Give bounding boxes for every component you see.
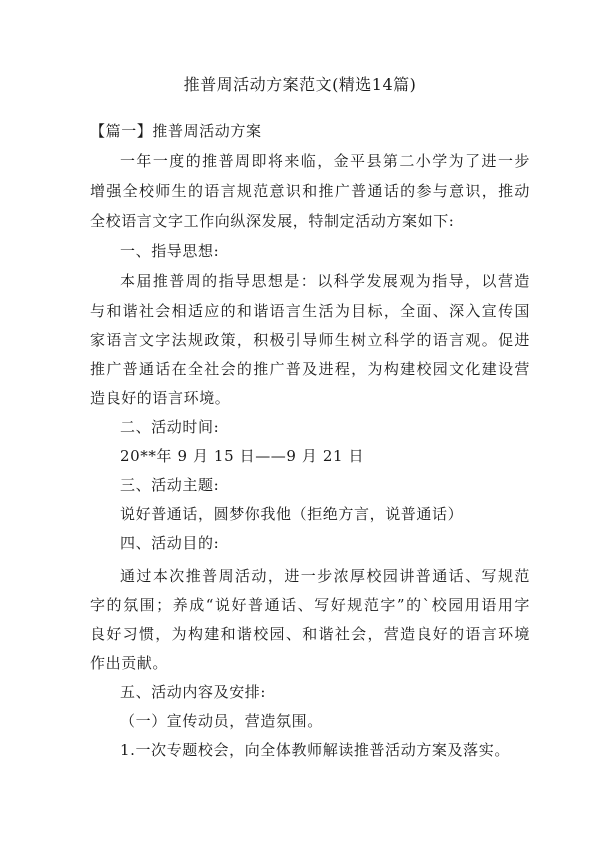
intro-line-1: 一年一度的推普周即将来临，金平县第二小学为了进一步 — [120, 152, 530, 170]
heading-activity-time: 二、活动时间: — [120, 418, 220, 436]
section-heading: 【篇一】推普周活动方案 — [90, 122, 262, 140]
guiding-line-1: 本届推普周的指导思想是：以科学发展观为指导，以营造 — [120, 272, 530, 290]
activity-time-value: 20**年 9 月 15 日——9 月 21 日 — [120, 447, 365, 465]
heading-activity-theme: 三、活动主题: — [120, 476, 220, 494]
purpose-line-2: 字的氛围；养成“说好普通话、写好规范字”的`校园用语用字 — [90, 596, 530, 614]
heading-activity-purpose: 四、活动目的: — [120, 534, 220, 552]
heading-guiding-thought: 一、指导思想: — [120, 242, 220, 260]
purpose-line-1: 通过本次推普周活动，进一步浓厚校园讲普通话、写规范 — [120, 567, 530, 585]
intro-line-2: 增强全校师生的语言规范意识和推广普通话的参与意识，推动 — [90, 182, 530, 200]
document-title: 推普周活动方案范文(精选14篇) — [183, 75, 417, 94]
purpose-line-4: 作出贡献。 — [90, 654, 169, 672]
subheading-publicity: （一）宣传动员，营造氛围。 — [120, 712, 323, 730]
guiding-line-2: 与和谐社会相适应的和谐语言生活为目标，全面、深入宣传国 — [90, 302, 530, 320]
item-1: 1.一次专题校会，向全体教师解读推普活动方案及落实。 — [120, 741, 510, 759]
guiding-line-3: 家语言文字法规政策，积极引导师生树立科学的语言观。促进 — [90, 331, 530, 349]
guiding-line-4: 推广普通话在全社会的推广普及进程，为构建校园文化建设营 — [90, 360, 530, 378]
intro-line-3: 全校语言文字工作向纵深发展，特制定活动方案如下: — [90, 212, 455, 230]
guiding-line-5: 造良好的语言环境。 — [90, 389, 231, 407]
heading-activity-content: 五、活动内容及安排: — [120, 683, 267, 701]
purpose-line-3: 良好习惯，为构建和谐校园、和谐社会，营造良好的语言环境 — [90, 625, 530, 643]
activity-theme-value: 说好普通话，圆梦你我他（拒绝方言，说普通话） — [120, 505, 464, 523]
